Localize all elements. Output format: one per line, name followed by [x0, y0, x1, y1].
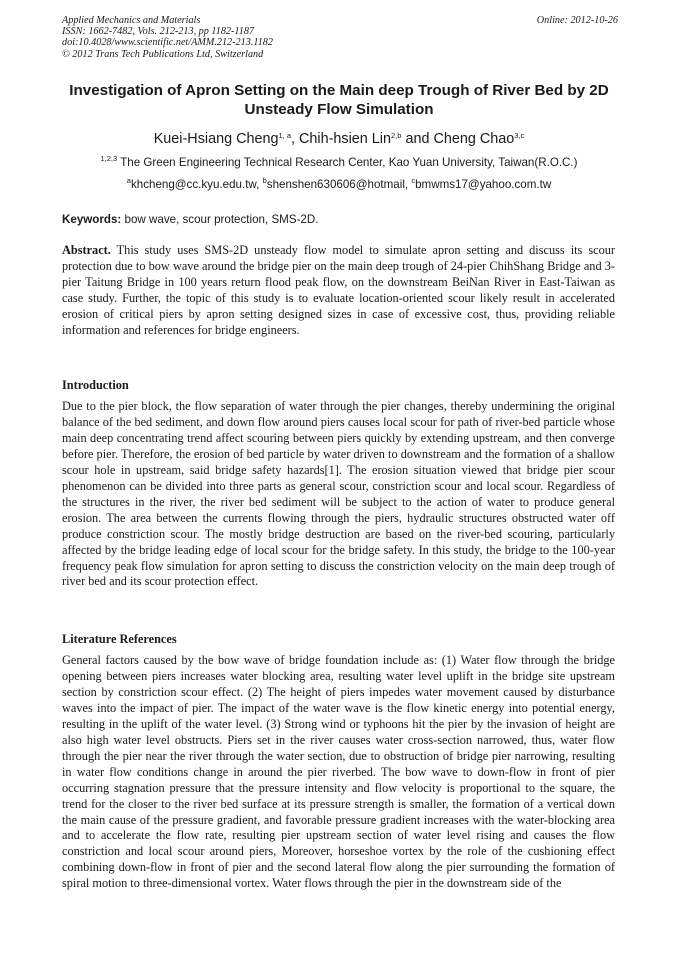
section-body-introduction: Due to the pier block, the flow separation of water through the pier changes, thereby undermining the original balance of the bed sediment, and down flow around piers causes local scour for path of river-bed particle whose main deep concentrating trend affect scouring between piers quickly by extending upstream, and then converge before pier. Therefore, the erosion of bed particle by water driven to downstream and the formation of a shallow scour hole in upstream, said bridge safety hazards[1]. The erosion situation viewed that bridge pier scour phenomenon can be divided into three parts as general scour, constriction scour and local scour. Regardless of the structures in the river, the river bed sediment will be subject to the action of water to produce general erosion. The area between the currents flowing through the piers, hydraulic structures obstructed water off produce constriction scour. The mostly bridge destruction are based on the river-bed scouring, particularly affected by the bridge leading edge of local scour for the bridge safety. In this study, the bridge to the 100-year frequency peak flow simulation for apron setting to discuss the constriction velocity on the main deep trough of river bed and its scour protection effect.: [62, 399, 615, 589]
affiliation-text: The Green Engineering Technical Research Center, Kao Yuan University, Taiwan(R.O.C.): [120, 156, 578, 169]
affiliation: [62, 156, 616, 170]
paper-title: Investigation of Apron Setting on the Main deep Trough of River Bed by 2D Unsteady Flow Simulation: [69, 82, 609, 118]
abstract: [62, 243, 615, 339]
keywords-text: bow wave, scour protection, SMS-2D.: [124, 213, 319, 226]
author-name: Kuei-Hsiang Cheng: [153, 131, 279, 147]
section-heading-introduction: Introduction: [62, 378, 129, 392]
abstract-text: This study uses SMS-2D unsteady flow model to simulate apron setting and discuss its scour protection due to bow wave around the bridge pier on the main deep trough of 24-pier ChihShang Bridge and 3-pier Taitung Bridge in 100 years return flood peak flow, on the downstream BeiNan River in East-Taiwan as case study. Further, the topic of this study is to evaluate location-oriented scour likely result in accelerated erosion of critical piers by apron setting designed sizes in case of excessive cost, thus, providing reliable information and references for bridge engineers.: [62, 243, 615, 337]
doi-line: doi:10.4028/www.scientific.net/AMM.212-213.1182: [62, 37, 273, 49]
copyright-line: © 2012 Trans Tech Publications Ltd, Switzerland: [62, 48, 264, 60]
running-header: [62, 15, 618, 60]
affiliation-mark: 1,2,3: [100, 154, 118, 163]
email-link[interactable]: shenshen630606@hotmail,: [266, 178, 412, 191]
author-affil-mark: 2,b: [391, 131, 402, 140]
email-mark: a: [126, 176, 131, 185]
author-emails: [62, 178, 616, 192]
author-separator: ,: [291, 131, 300, 147]
section-body-literature: General factors caused by the bow wave of bridge foundation include as: (1) Water flow through the bridge opening between piers increases water blocking area, resulting water level uplift in the bridge site upstream section by constriction scour effect. (2) The height of piers impedes water movement caused by disturbance waves into the impact of pier. The impact of the water wave is the flow kinetic energy into potential energy, resulting in the uplift of the water level. (3) Strong wind or typhoons hit the pier by the invasion of height are also high water level obstructs. Piers set in the river causes water cross-section narrowed, thus, water flow through the pier near the river through the water section, due to obstruction of bridge pier narrowing, resulting in water flow conditions change in around the pier riverbed. The bow wave to down-flow in front of pier occurring stagnation pressure that the pressure intensity and flow velocity is proportional to the square, the trend for the closer to the river bed surface at its pressure strength is smaller, the formation of a vertical down the main cause of the pressure gradient, and favorable pressure gradient increases with the water-blocking area and to accelerate the flow rate, resulting pier upstream section of water level rising and causes the flow constriction and local scour around piers, Moreover, horseshoe vortex by the role of the cushioning effect combining down-flow in front of pier and the second lateral flow along the pier surrounding the formation of spiral motion to three-dimensional vortex. Water flows through the pier in the downstream side of the: [62, 653, 615, 891]
issn-line: ISSN: 1662-7482, Vols. 212-213, pp 1182-1187: [62, 26, 255, 38]
email-link[interactable]: khcheng@cc.kyu.edu.tw,: [130, 178, 263, 191]
journal-name: Applied Mechanics and Materials: [62, 15, 201, 26]
online-date: Online: 2012-10-26: [536, 15, 618, 26]
abstract-label: Abstract.: [62, 243, 111, 257]
author-affil-mark: 3,c: [514, 131, 525, 140]
author-name: Cheng Chao: [433, 131, 515, 147]
section-heading-literature: Literature References: [62, 632, 177, 646]
email-link[interactable]: bmwms17@yahoo.com.tw: [415, 178, 552, 191]
email-mark: c: [411, 176, 416, 185]
author-affil-mark: 1, a: [278, 131, 292, 140]
author-list: [62, 130, 616, 148]
email-mark: b: [262, 176, 267, 185]
keywords-label: Keywords:: [62, 213, 122, 226]
keywords: [62, 213, 618, 227]
author-separator: and: [401, 131, 434, 147]
author-name: Chih-hsien Lin: [299, 131, 392, 147]
